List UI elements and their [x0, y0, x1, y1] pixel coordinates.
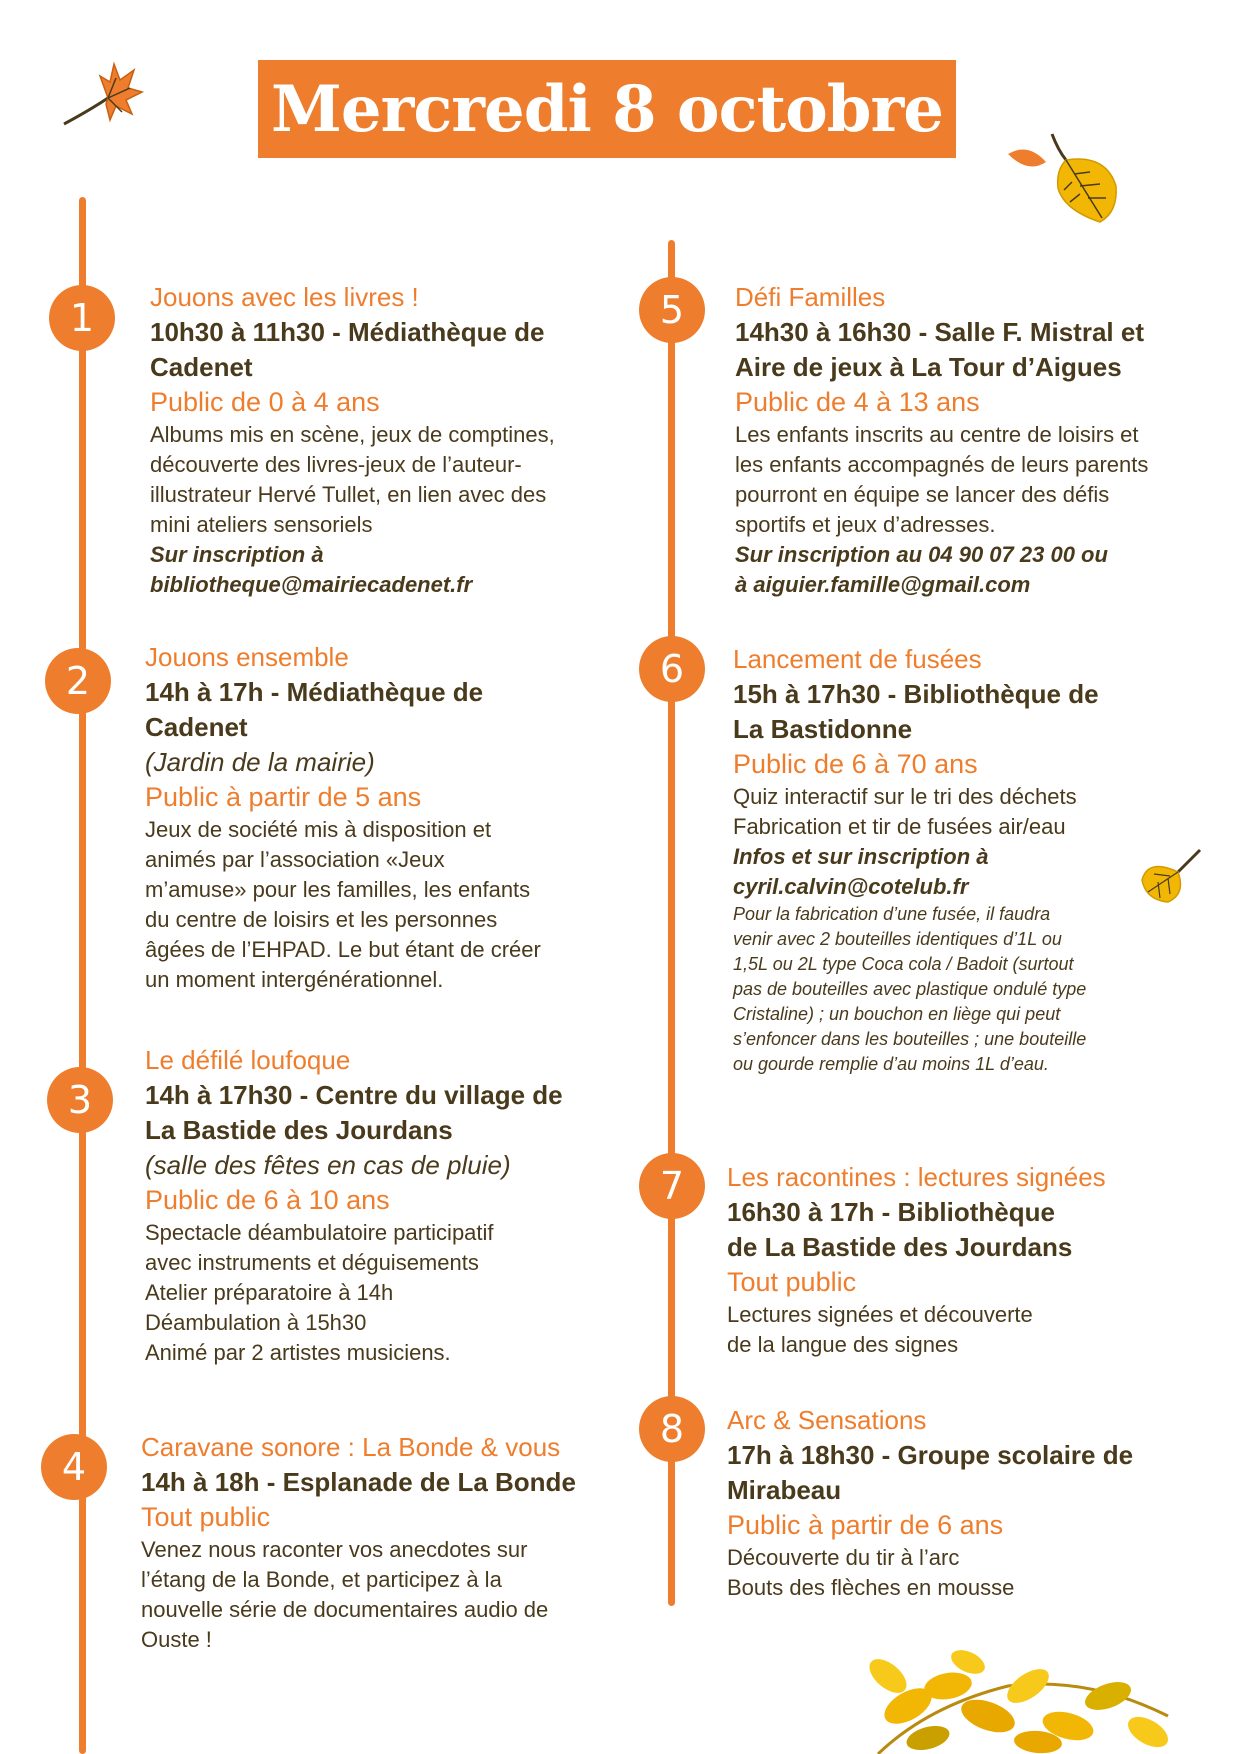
event-note: (salle des fêtes en cas de pluie) — [145, 1150, 511, 1180]
event-4 — [141, 1430, 576, 1655]
event-description: Fabrication et tir de fusées air/eau — [733, 814, 1066, 839]
event-description: Les enfants inscrits au centre de loisirs et — [735, 422, 1139, 447]
event-time: 14h à 17h30 - Centre du village de — [145, 1080, 563, 1110]
event-number-8: 8 — [639, 1396, 705, 1462]
title-banner — [258, 60, 956, 158]
event-description: Lectures signées et découverte — [727, 1302, 1033, 1327]
event-description: Bouts des flèches en mousse — [727, 1575, 1015, 1600]
event-description: Atelier préparatoire à 14h — [145, 1280, 394, 1305]
event-registration: Sur inscription au 04 90 07 23 00 ou — [735, 542, 1108, 567]
event-6 — [733, 642, 1099, 1077]
event-description: l’étang de la Bonde, et participez à la — [141, 1567, 502, 1592]
event-number-5: 5 — [639, 277, 705, 343]
event-description: illustrateur Hervé Tullet, en lien avec des — [150, 482, 547, 507]
event-time: Aire de jeux à La Tour d’Aigues — [735, 352, 1122, 382]
event-public: Public de 4 à 13 ans — [735, 387, 980, 417]
event-registration: Sur inscription à — [150, 542, 324, 567]
event-3 — [145, 1043, 563, 1368]
event-time: Cadenet — [145, 712, 248, 742]
event-time: 15h à 17h30 - Bibliothèque de — [733, 679, 1099, 709]
event-title: Défi Familles — [735, 282, 886, 312]
event-description: avec instruments et déguisements — [145, 1250, 479, 1275]
event-description: m’amuse» pour les familles, les enfants — [145, 877, 531, 902]
timeline-line-left — [79, 197, 86, 1754]
event-description: pourront en équipe se lancer des défis — [735, 482, 1110, 507]
event-number-4: 4 — [41, 1434, 107, 1500]
event-description: Jeux de société mis à disposition et — [145, 817, 492, 842]
event-description: Découverte du tir à l’arc — [727, 1545, 960, 1570]
event-description: Spectacle déambulatoire participatif — [145, 1220, 494, 1245]
event-description: les enfants accompagnés de leurs parents — [735, 452, 1149, 477]
event-title: Caravane sonore : La Bonde & vous — [141, 1432, 561, 1462]
event-time: 14h à 17h - Médiathèque de — [145, 677, 484, 707]
event-public: Public à partir de 5 ans — [145, 782, 422, 812]
event-instructions: Cristaline) ; un bouchon en liège qui peut — [733, 1004, 1061, 1024]
event-description: Quiz interactif sur le tri des déchets — [733, 784, 1077, 809]
event-registration-email[interactable]: à aiguier.famille@gmail.com — [735, 572, 1031, 597]
event-note: (Jardin de la mairie) — [145, 747, 375, 777]
event-2 — [145, 640, 541, 995]
event-public: Public à partir de 6 ans — [727, 1510, 1004, 1540]
event-description: âgées de l’EHPAD. Le but étant de créer — [145, 937, 541, 962]
event-time: La Bastide des Jourdans — [145, 1115, 453, 1145]
event-description: Ouste ! — [141, 1627, 212, 1652]
event-registration-email[interactable]: cyril.calvin@cotelub.fr — [733, 874, 969, 899]
event-5 — [735, 280, 1148, 600]
event-description: de la langue des signes — [727, 1332, 959, 1357]
event-time: 14h à 18h - Esplanade de La Bonde — [141, 1467, 576, 1497]
maple-leaf-icon — [60, 58, 144, 130]
event-description: animés par l’association «Jeux — [145, 847, 445, 872]
event-description: nouvelle série de documentaires audio de — [141, 1597, 549, 1622]
event-public: Tout public — [727, 1267, 857, 1297]
event-description: sportifs et jeux d’adresses. — [735, 512, 996, 537]
event-instructions: pas de bouteilles avec plastique ondulé type — [733, 979, 1087, 999]
yellow-leaf-icon — [1044, 130, 1124, 226]
event-description: Animé par 2 artistes musiciens. — [145, 1340, 451, 1365]
event-instructions: Pour la fabrication d’une fusée, il faudra — [733, 904, 1051, 924]
event-time: 17h à 18h30 - Groupe scolaire de — [727, 1440, 1134, 1470]
event-title: Jouons avec les livres ! — [150, 282, 419, 312]
event-7 — [727, 1160, 1106, 1360]
event-description: Albums mis en scène, jeux de comptines, — [150, 422, 555, 447]
event-time: Mirabeau — [727, 1475, 842, 1505]
event-title: Lancement de fusées — [733, 644, 982, 674]
event-description: découverte des livres-jeux de l’auteur- — [150, 452, 522, 477]
event-number-7: 7 — [639, 1153, 705, 1219]
event-number-6: 6 — [639, 636, 705, 702]
event-title: Jouons ensemble — [145, 642, 349, 672]
event-description: mini ateliers sensoriels — [150, 512, 373, 537]
event-title: Le défilé loufoque — [145, 1045, 351, 1075]
event-number-1: 1 — [49, 285, 115, 351]
event-instructions: 1,5L ou 2L type Coca cola / Badoit (surtout — [733, 954, 1074, 974]
event-instructions: venir avec 2 bouteilles identiques d’1L ou — [733, 929, 1062, 949]
page-title: Mercredi 8 octobre — [271, 71, 943, 147]
event-number-2: 2 — [45, 648, 111, 714]
event-description: Venez nous raconter vos anecdotes sur — [141, 1537, 528, 1562]
event-description: un moment intergénérationnel. — [145, 967, 444, 992]
event-time: 10h30 à 11h30 - Médiathèque de — [150, 317, 545, 347]
event-public: Public de 6 à 70 ans — [733, 749, 978, 779]
event-time: de La Bastide des Jourdans — [727, 1232, 1073, 1262]
event-time: 14h30 à 16h30 - Salle F. Mistral et — [735, 317, 1144, 347]
event-time: Cadenet — [150, 352, 253, 382]
event-instructions: s’enfoncer dans les bouteilles ; une bouteille — [733, 1029, 1087, 1049]
yellow-leaf-right-icon — [1138, 846, 1204, 906]
event-public: Public de 0 à 4 ans — [150, 387, 380, 417]
event-registration-email[interactable]: bibliotheque@mairiecadenet.fr — [150, 572, 473, 597]
event-instructions: ou gourde remplie d’au moins 1L d’eau. — [733, 1054, 1049, 1074]
event-registration: Infos et sur inscription à — [733, 844, 989, 869]
event-8 — [727, 1403, 1133, 1603]
event-public: Tout public — [141, 1502, 271, 1532]
foliage-cluster-icon — [848, 1646, 1178, 1754]
event-title: Arc & Sensations — [727, 1405, 927, 1435]
event-description: Déambulation à 15h30 — [145, 1310, 367, 1335]
event-1 — [150, 280, 555, 600]
event-title: Les racontines : lectures signées — [727, 1162, 1106, 1192]
event-public: Public de 6 à 10 ans — [145, 1185, 390, 1215]
event-time: La Bastidonne — [733, 714, 913, 744]
event-description: du centre de loisirs et les personnes — [145, 907, 498, 932]
event-number-3: 3 — [47, 1067, 113, 1133]
event-time: 16h30 à 17h - Bibliothèque — [727, 1197, 1055, 1227]
